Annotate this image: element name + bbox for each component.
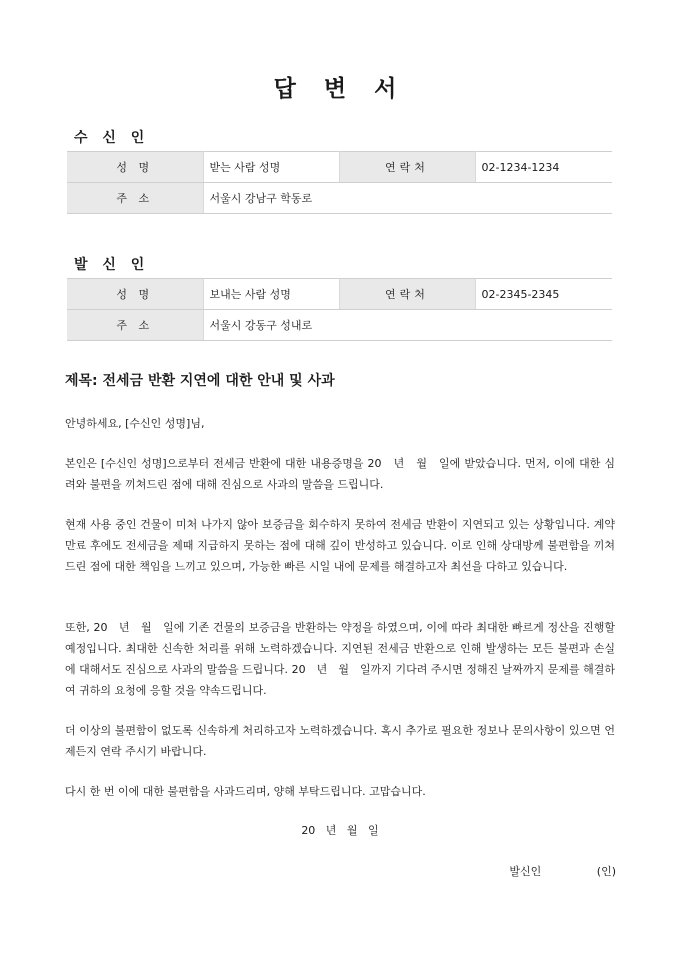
recipient-contact-label: 연락처 — [339, 152, 475, 183]
signature-line — [509, 863, 616, 879]
body-paragraph-4: 더 이상의 불편함이 없도록 신속하게 처리하고자 노력하겠습니다. 혹시 추가로 필요한 정보나 문의사항이 있으면 언제든지 연락 주시기 바랍니다. — [65, 724, 615, 758]
body-paragraph-1: 본인은 [수신인 성명]으로부터 전세금 반환에 대한 내용증명을 20 년 월 일에 받았습니다. 먼저, 이에 대한 심려와 불편을 끼쳐드린 점에 대해 진심으로 사과의 말씀을 드립니다. — [65, 457, 615, 491]
recipient-name-row — [67, 152, 612, 183]
recipient-contact-value: 02-1234-1234 — [475, 152, 612, 183]
recipient-name-label: 성 명 — [67, 152, 203, 183]
recipient-address-label: 주 소 — [67, 183, 203, 214]
sender-name-value: 보내는 사람 성명 — [203, 279, 339, 310]
sender-table — [67, 278, 612, 341]
letter-subject: 제목: 전세금 반환 지연에 대한 안내 및 사과 — [65, 373, 335, 389]
body-paragraph-2: 현재 사용 중인 건물이 미처 나가지 않아 보증금을 회수하지 못하여 전세금 반환이 지연되고 있는 상황입니다. 계약 만료 후에도 전세금을 제때 지급하지 못하는 점에 대해 깊이 반성하고 있습니다. 이로 인해 상대방께 불편함을 끼쳐드린 점에 대한 책임을 느끼고 있으며, 가능한 빠른 시일 내에 문제를 해결하고자 최선을 다하고 있습니다. — [65, 518, 615, 573]
recipient-name-value: 받는 사람 성명 — [203, 152, 339, 183]
signature-seal: (인) — [596, 865, 616, 878]
greeting: 안녕하세요, [수신인 성명]님, — [65, 417, 205, 430]
recipient-address-value: 서울시 강남구 학동로 — [203, 183, 612, 214]
sender-address-row — [67, 310, 612, 341]
recipient-table — [67, 151, 612, 214]
sender-name-row — [67, 279, 612, 310]
sender-heading: 발 신 인 — [74, 257, 150, 273]
sender-contact-value: 02-2345-2345 — [475, 279, 612, 310]
body-paragraph-5: 다시 한 번 이에 대한 불편함을 사과드리며, 양해 부탁드립니다. 고맙습니다. — [65, 785, 426, 798]
sender-contact-label: 연락처 — [339, 279, 475, 310]
sender-address-value: 서울시 강동구 성내로 — [203, 310, 612, 341]
page-title: 답 변 서 — [273, 76, 407, 102]
date-line: 20 년 월 일 — [301, 824, 379, 837]
recipient-heading: 수 신 인 — [74, 130, 150, 146]
sender-name-label: 성 명 — [67, 279, 203, 310]
sender-address-label: 주 소 — [67, 310, 203, 341]
body-paragraph-3: 또한, 20 년 월 일에 기존 건물의 보증금을 반환하는 약정을 하였으며, 이에 따라 최대한 빠르게 정산을 진행할 예정입니다. 최대한 신속한 처리를 위해 노력하겠습니다. 지연된 전세금 반환으로 인해 발생하는 모든 불편과 손실에 대해서도 진심으로 사과의 말씀을 드립니다. 20 년 월 일까지 기다려 주시면 정해진 날짜까지 문제를 해결하여 귀하의 요청에 응할 것을 약속드립니다. — [65, 621, 615, 697]
recipient-address-row — [67, 183, 612, 214]
signature-label: 발신인 — [509, 865, 542, 878]
